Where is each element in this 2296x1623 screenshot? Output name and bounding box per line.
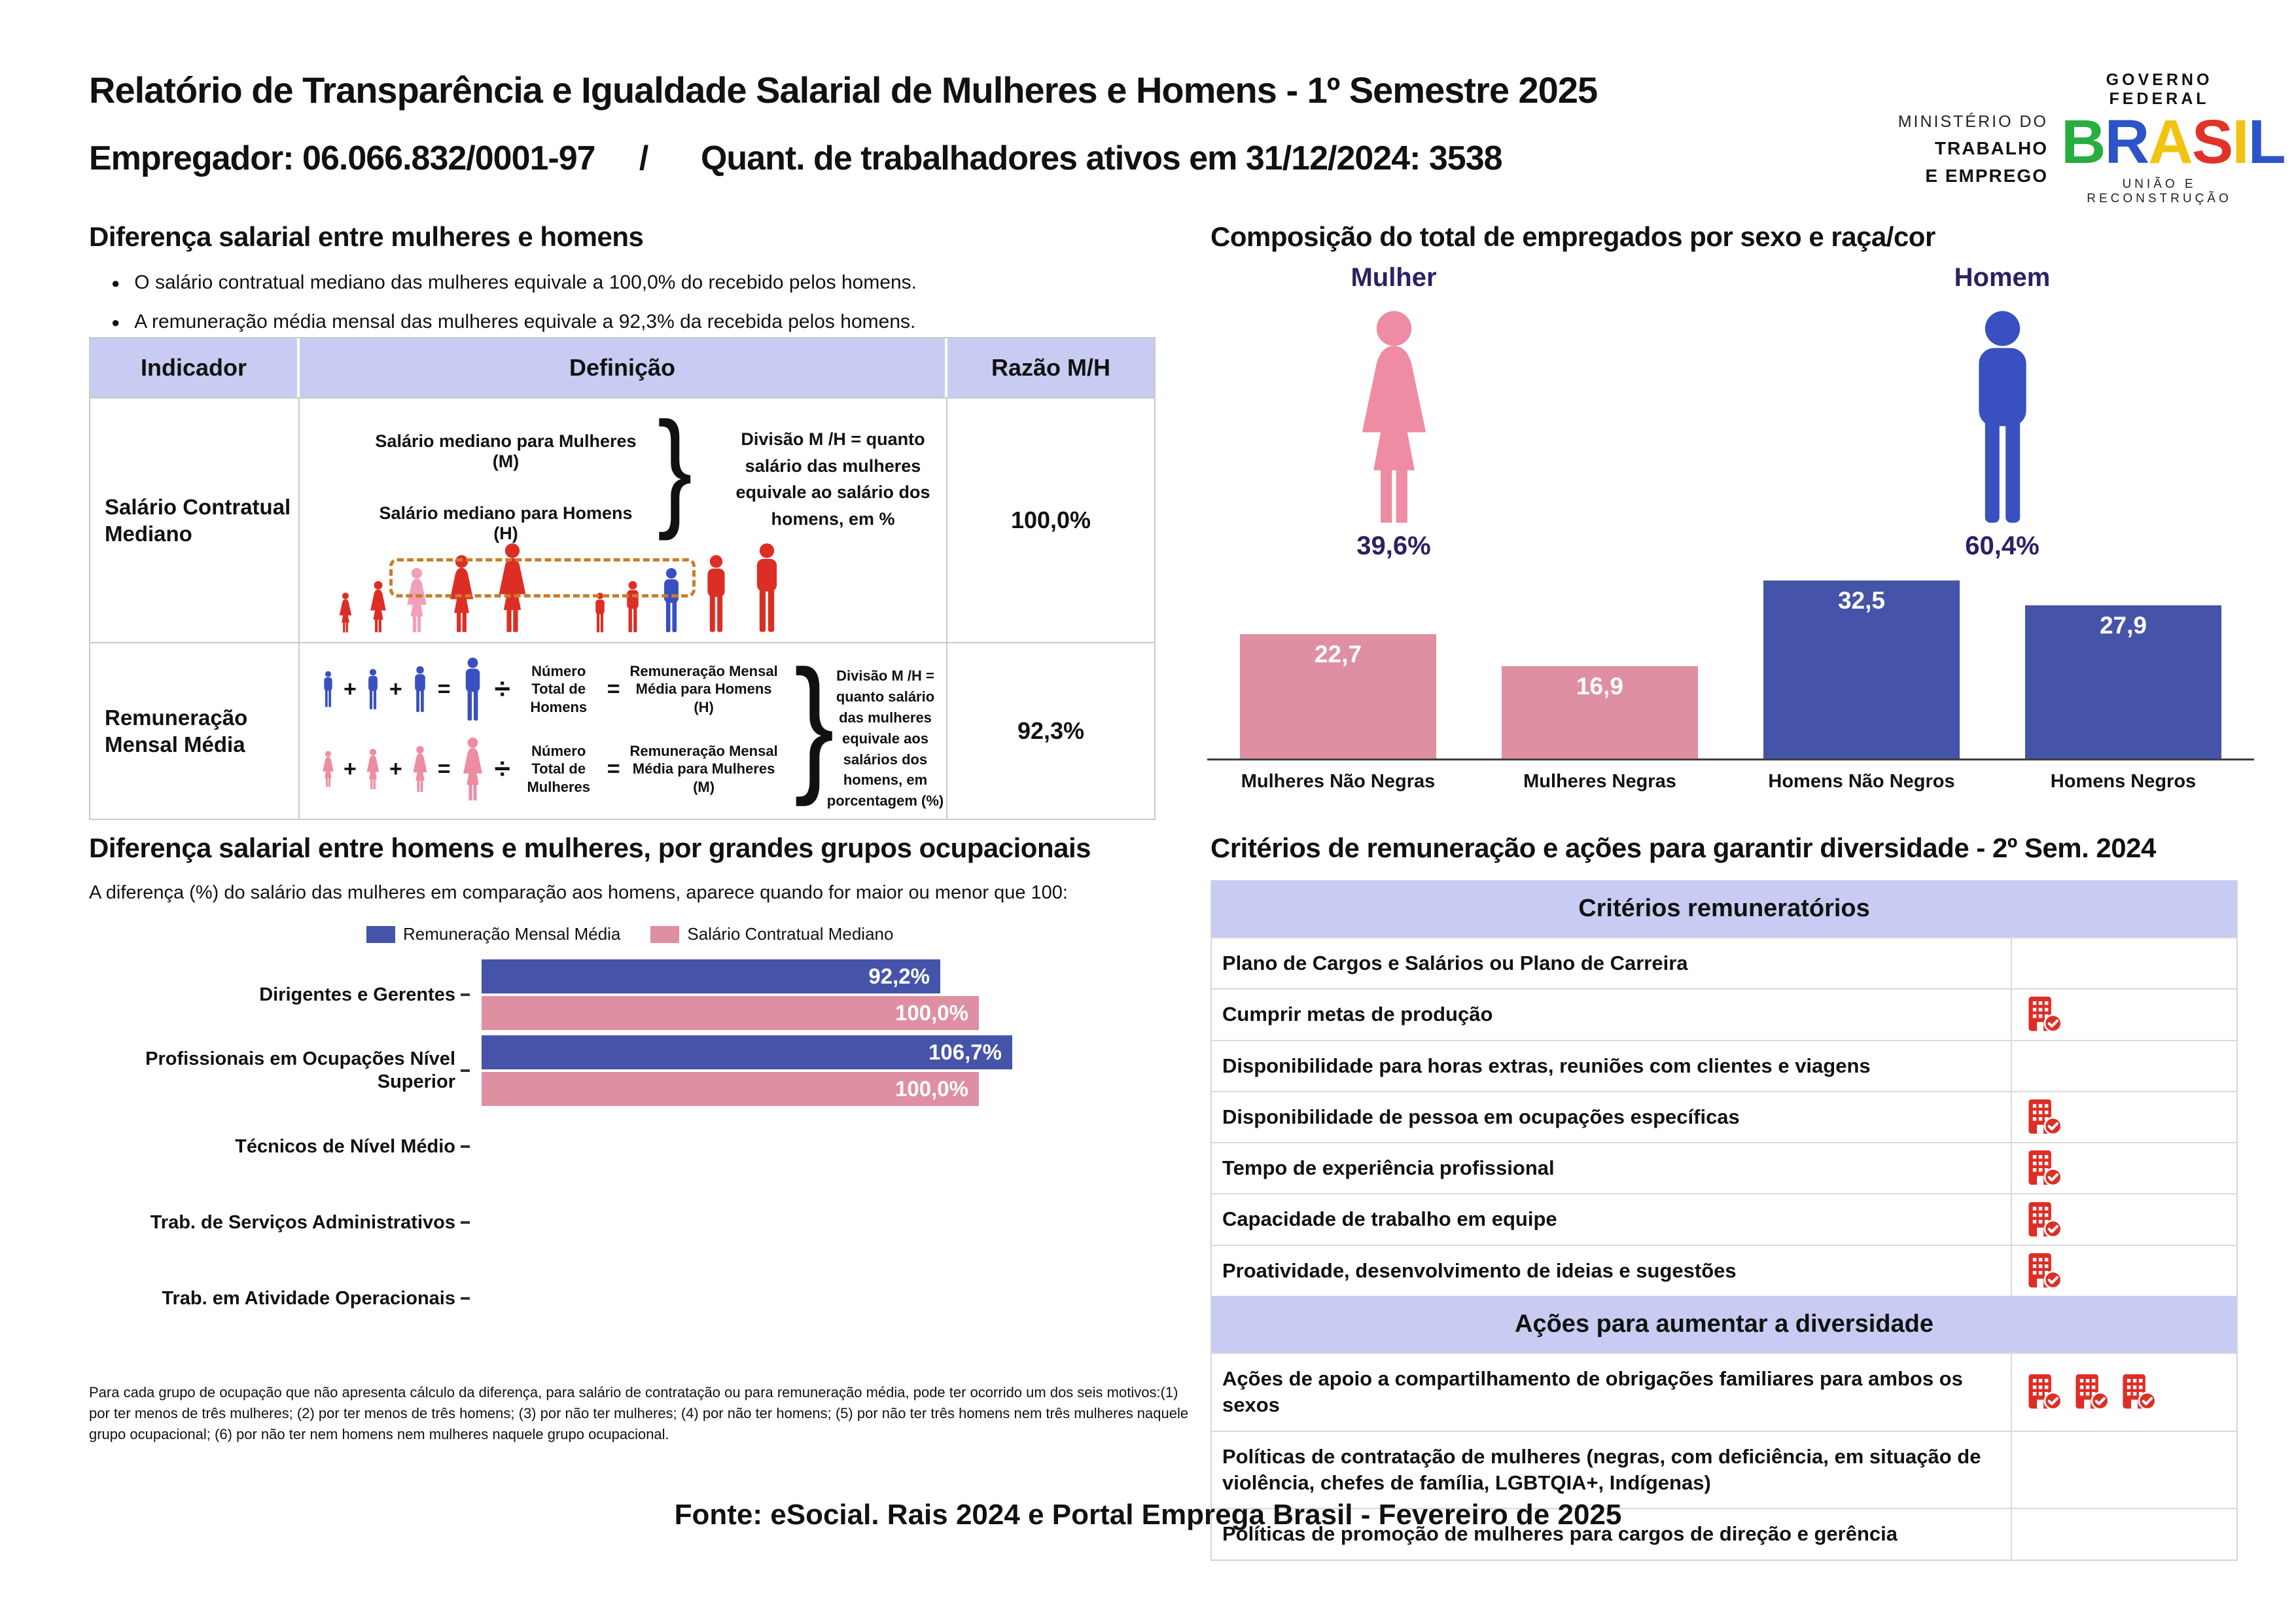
pay-gap-section-title: Diferença salarial entre mulheres e homens — [89, 221, 644, 252]
bar-value-label: 27,9 — [2099, 612, 2147, 639]
bar-Salário Contratual Mediano: 100,0% — [482, 996, 979, 1030]
occupation-row — [89, 1260, 1162, 1336]
occupation-category-label: Profissionais em Ocupações Nível Superior — [145, 1048, 455, 1092]
occupation-row — [89, 1109, 1162, 1185]
man-pictogram — [590, 592, 610, 633]
criteria-row — [1212, 1193, 2236, 1244]
man-pictogram — [745, 543, 788, 633]
criteria-label: Disponibilidade de pessoa em ocupações específicas — [1222, 1105, 1740, 1128]
plus-operator: + — [389, 756, 402, 781]
bar-category-label: Mulheres Não Negras — [1241, 771, 1436, 792]
definition-cell — [300, 395, 947, 642]
building-check-icon — [2072, 1373, 2110, 1411]
woman-pictogram — [366, 580, 391, 633]
gov-slogan: UNIÃO E RECONSTRUÇÃO — [2087, 177, 2232, 205]
legend-item — [366, 924, 620, 944]
ministry-line-2: TRABALHO — [1934, 137, 2048, 158]
criteria-label: Políticas de contratação de mulheres (negras, com deficiência, em situação de violência, chefes de família, LGBTQIA+, Indígenas) — [1222, 1444, 1981, 1494]
men-count-label: Número Total de Homens — [530, 662, 588, 715]
bullet-median-salary: ● O salário contratual mediano das mulheres equivale a 100,0% do recebido pelos homens. — [111, 272, 917, 294]
criteria-label: Ações de apoio a compartilhamento de obrigações familiares para ambos os sexos — [1222, 1367, 1963, 1417]
col-definicao: Definição — [300, 338, 947, 397]
women-count-label: Número Total de Mulheres — [527, 742, 591, 795]
man-pictogram — [363, 668, 383, 710]
criteria-icon-cell — [2011, 1246, 2236, 1296]
bar-category-label: Mulheres Negras — [1523, 771, 1676, 792]
occupation-subtitle: A diferença (%) do salário das mulheres em comparação aos homens, aparece quando for maior ou menor que 100: — [89, 882, 1068, 903]
definition-note: Divisão M /H = quanto salário das mulheres equivale ao salário dos homens, em % — [735, 429, 930, 529]
source-footer: Fonte: eSocial. Rais 2024 e Portal Emprega Brasil - Fevereiro de 2025 — [674, 1499, 1622, 1531]
criteria-icon-cell — [2011, 1041, 2236, 1091]
male-percentage: 60,4% — [1965, 531, 2040, 560]
median-highlight-box — [389, 558, 696, 597]
criteria-table — [1210, 880, 2238, 1561]
criteria-label: Tempo de experiência profissional — [1222, 1156, 1555, 1180]
building-check-icon — [2025, 1373, 2063, 1411]
indicator-table — [89, 337, 1156, 820]
divide-operator: ÷ — [494, 753, 510, 785]
ratio-value: 100,0% — [1010, 507, 1091, 533]
remuneration-criteria-header: Critérios remuneratórios — [1212, 880, 2236, 937]
plus-operator: + — [344, 756, 357, 781]
man-pictogram — [457, 657, 488, 721]
female-big-pictogram — [1343, 309, 1445, 525]
men-result-label: Remuneração Mensal Média para Homens (H) — [629, 662, 778, 715]
criteria-label: Capacidade de trabalho em equipe — [1222, 1207, 1557, 1231]
brasil-letter: L — [2248, 107, 2285, 177]
bar-Mulheres Negras — [1502, 666, 1698, 758]
woman-pictogram — [319, 751, 337, 787]
bullet-mean-salary: ● A remuneração média mensal das mulheres equivale a 92,3% da recebida pelos homens. — [111, 311, 917, 333]
male-label: Homem — [1954, 263, 2051, 292]
occupation-section-title: Diferença salarial entre homens e mulheres, por grandes grupos ocupacionais — [89, 832, 1091, 863]
bar-slot — [1469, 666, 1731, 758]
axis-tick — [461, 1145, 470, 1148]
equals-operator: = — [437, 676, 451, 702]
women-result-label: Remuneração Mensal Média para Mulheres (M) — [629, 742, 778, 795]
occupation-footnote: Para cada grupo de ocupação que não apresenta cálculo da diferença, para salário de contratação ou para remuneração média, pode ter ocorrido um dos seis motivos:(1) por ter menos de três mulheres; (2) por ter menos de três homens; (3) por não ter mulheres; (4) por não ter homens; (5) por não ter três homens nem três mulheres naquele grupo ocupacional; (6) por não ter nem homens nem mulheres naquele grupo ocupacional. — [89, 1384, 1189, 1442]
bar-Homens Não Negros — [1763, 580, 1960, 758]
criteria-row — [1212, 988, 2236, 1039]
bar-value-label: 22,7 — [1314, 641, 1362, 668]
definition-cell — [300, 639, 947, 819]
axis-tick — [461, 1221, 470, 1224]
occupation-row — [89, 1033, 1162, 1109]
legend-swatch — [650, 926, 679, 943]
bar-slot — [1207, 634, 1469, 758]
male-big-pictogram — [1951, 309, 2054, 525]
man-pictogram — [409, 666, 431, 713]
composition-categories — [1207, 760, 2254, 793]
criteria-row — [1212, 1431, 2236, 1508]
criteria-icon-cell — [2011, 1092, 2236, 1142]
criteria-icon-cell — [2011, 1432, 2236, 1508]
female-percentage: 39,6% — [1356, 531, 1431, 560]
man-pictogram — [319, 671, 337, 707]
gov-federal-label: GOVERNO FEDERAL — [2106, 71, 2213, 108]
equals-operator: = — [607, 676, 620, 702]
criteria-icon-cell — [2011, 990, 2236, 1039]
ministry-logo — [1858, 110, 2048, 190]
woman-pictogram — [336, 592, 355, 633]
diversity-actions-header: Ações para aumentar a diversidade — [1212, 1296, 2236, 1353]
occupation-category-label: Dirigentes e Gerentes — [259, 984, 455, 1005]
composition-bar-chart — [1207, 576, 2254, 793]
col-indicador: Indicador — [90, 338, 300, 397]
occupation-row — [89, 1185, 1162, 1260]
occupation-category-label: Trab. em Atividade Operacionais — [162, 1287, 455, 1309]
label-median-men: Salário mediano para Homens (H) — [379, 503, 633, 543]
building-check-icon — [2025, 995, 2063, 1033]
brasil-logo — [2061, 107, 2285, 177]
bar-value-label: 32,5 — [1837, 587, 1885, 614]
criteria-label: Plano de Cargos e Salários ou Plano de Carreira — [1222, 952, 1688, 974]
brasil-letter: A — [2148, 107, 2192, 177]
label-median-women: Salário mediano para Mulheres (M) — [375, 431, 637, 471]
col-razao: Razão M/H — [991, 354, 1111, 381]
criteria-icon-cell — [2011, 1194, 2236, 1244]
occupation-row — [89, 957, 1162, 1033]
report-header — [89, 69, 1597, 178]
bar-slot — [1731, 580, 1992, 758]
building-check-icon — [2025, 1149, 2063, 1187]
axis-tick — [461, 1069, 470, 1072]
axis-tick — [461, 993, 470, 996]
plus-operator: + — [344, 676, 357, 702]
bar-Remuneração Mensal Média: 92,2% — [482, 959, 940, 993]
criteria-label: Disponibilidade para horas extras, reuniões com clientes e viagens — [1222, 1054, 1871, 1077]
ministry-line-3: E EMPREGO — [1925, 165, 2048, 186]
woman-pictogram — [363, 748, 383, 790]
criteria-row — [1212, 1040, 2236, 1091]
bar-slot — [1992, 605, 2254, 758]
brasil-letter: I — [2232, 107, 2248, 177]
legend-label: Salário Contratual Mediano — [687, 924, 894, 944]
occupation-bar-chart — [89, 957, 1162, 1336]
legend-swatch — [366, 926, 395, 943]
brace-glyph: } — [794, 639, 835, 807]
brace-glyph: } — [657, 395, 693, 541]
government-logo — [2061, 71, 2285, 206]
criteria-label: Proatividade, desenvolvimento de ideias e sugestões — [1222, 1258, 1737, 1282]
composition-plot-area — [1207, 576, 2254, 760]
criteria-row — [1212, 1245, 2236, 1296]
criteria-row — [1212, 1091, 2236, 1142]
equals-operator: = — [607, 756, 620, 781]
woman-pictogram — [457, 737, 488, 801]
occupation-category-label: Técnicos de Nível Médio — [235, 1135, 455, 1157]
bar-Mulheres Não Negras — [1240, 634, 1436, 758]
employer-line: Empregador: 06.066.832/0001-97 / Quant. de trabalhadores ativos em 31/12/2024: 3538 — [89, 139, 1502, 177]
divide-operator: ÷ — [494, 673, 510, 705]
building-check-icon — [2119, 1373, 2157, 1411]
woman-pictogram — [409, 745, 431, 793]
occupation-bars — [482, 959, 979, 1030]
bar-Homens Negros — [2025, 605, 2221, 758]
bar-Remuneração Mensal Média: 106,7% — [482, 1035, 1012, 1069]
legend-label: Remuneração Mensal Média — [403, 924, 621, 944]
occupation-category-label: Trab. de Serviços Administrativos — [150, 1211, 455, 1233]
page-title: Relatório de Transparência e Igualdade Salarial de Mulheres e Homens - 1º Semestre 2025 — [89, 69, 1598, 111]
indicator-name: Salário Contratual Mediano — [90, 399, 300, 642]
building-check-icon — [2025, 1098, 2063, 1136]
table-row-salario-mediano — [90, 397, 1154, 642]
ratio-value: 92,3% — [1017, 717, 1085, 744]
definition-note: Divisão M /H = quanto salário das mulheres equivale aos salários dos homens, em porcentagem (%) — [826, 668, 944, 810]
composition-section-title: Composição do total de empregados por sexo e raça/cor — [1210, 221, 1935, 252]
equals-operator: = — [437, 756, 451, 781]
axis-tick — [461, 1297, 470, 1300]
indicator-table-header — [90, 338, 1154, 397]
criteria-label: Políticas de promoção de mulheres para cargos de direção e gerência — [1222, 1522, 1898, 1546]
criteria-icon-cell — [2011, 1354, 2236, 1431]
bar-Salário Contratual Mediano: 100,0% — [482, 1072, 979, 1106]
occupation-legend — [366, 924, 893, 944]
criteria-row — [1212, 1142, 2236, 1193]
brasil-letter: S — [2191, 107, 2233, 177]
ministry-line-1: MINISTÉRIO DO — [1898, 113, 2048, 131]
criteria-row — [1212, 1353, 2236, 1431]
occupation-bars — [482, 1035, 1012, 1106]
criteria-icon-cell — [2011, 1143, 2236, 1193]
female-label: Mulher — [1351, 263, 1437, 292]
brasil-letter: R — [2104, 107, 2149, 177]
man-pictogram — [698, 554, 735, 633]
bar-value-label: 16,9 — [1576, 673, 1623, 700]
criteria-label: Cumprir metas de produção — [1222, 1003, 1493, 1026]
criteria-icon-cell — [2011, 938, 2236, 988]
indicator-name: Remuneração Mensal Média — [90, 643, 300, 819]
building-check-icon — [2025, 1252, 2063, 1290]
legend-item — [650, 924, 893, 944]
bar-category-label: Homens Não Negros — [1768, 771, 1955, 792]
men-average-formula — [319, 652, 781, 726]
criteria-row — [1212, 937, 2236, 988]
criteria-section-title: Critérios de remuneração e ações para garantir diversidade - 2º Sem. 2024 — [1210, 832, 2156, 863]
plus-operator: + — [389, 676, 402, 702]
brasil-letter: B — [2061, 107, 2105, 177]
remuneration-rows — [1212, 937, 2236, 1296]
population-pictogram — [336, 535, 925, 633]
table-row-remuneracao-media — [90, 639, 1154, 819]
bar-category-label: Homens Negros — [2050, 771, 2197, 792]
women-average-formula — [319, 732, 781, 806]
building-check-icon — [2025, 1201, 2063, 1239]
